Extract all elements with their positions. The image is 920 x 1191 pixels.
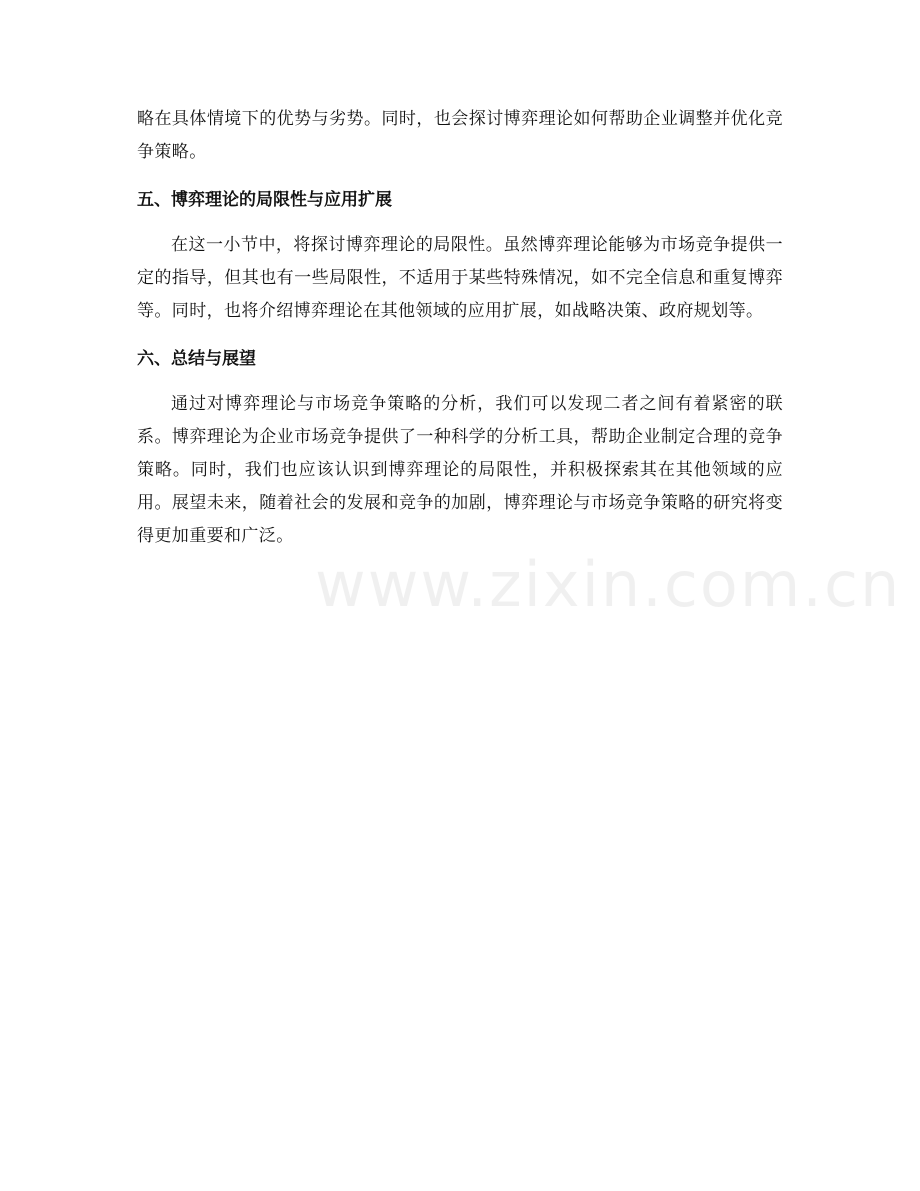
watermark: www.zixin.com.cn	[315, 548, 902, 621]
section-heading-6: 六、总结与展望	[137, 349, 256, 369]
paragraph-section-6: 通过对博弈理论与市场竞争策略的分析，我们可以发现二者之间有着紧密的联系。博弈理论为企业市场竞争提供了一种科学的分析工具，帮助企业制定合理的竞争策略。同时，我们也应该认识到博弈理论的局限性，并积极探索其在其他领域的应用。展望未来，随着社会的发展和竞争的加剧，博弈理论与市场竞争策略的研究将变得更加重要和广泛。	[137, 394, 783, 546]
paragraph-continuation: 略在具体情境下的优势与劣势。同时，也会探讨博弈理论如何帮助企业调整并优化竞争策略。	[137, 109, 783, 162]
paragraph-section-5: 在这一小节中，将探讨博弈理论的局限性。虽然博弈理论能够为市场竞争提供一定的指导，但其也有一些局限性，不适用于某些特殊情况，如不完全信息和重复博弈等。同时，也将介绍博弈理论在其他领域的应用扩展，如战略决策、政府规划等。	[137, 235, 783, 321]
section-heading-5: 五、博弈理论的局限性与应用扩展	[137, 190, 392, 210]
